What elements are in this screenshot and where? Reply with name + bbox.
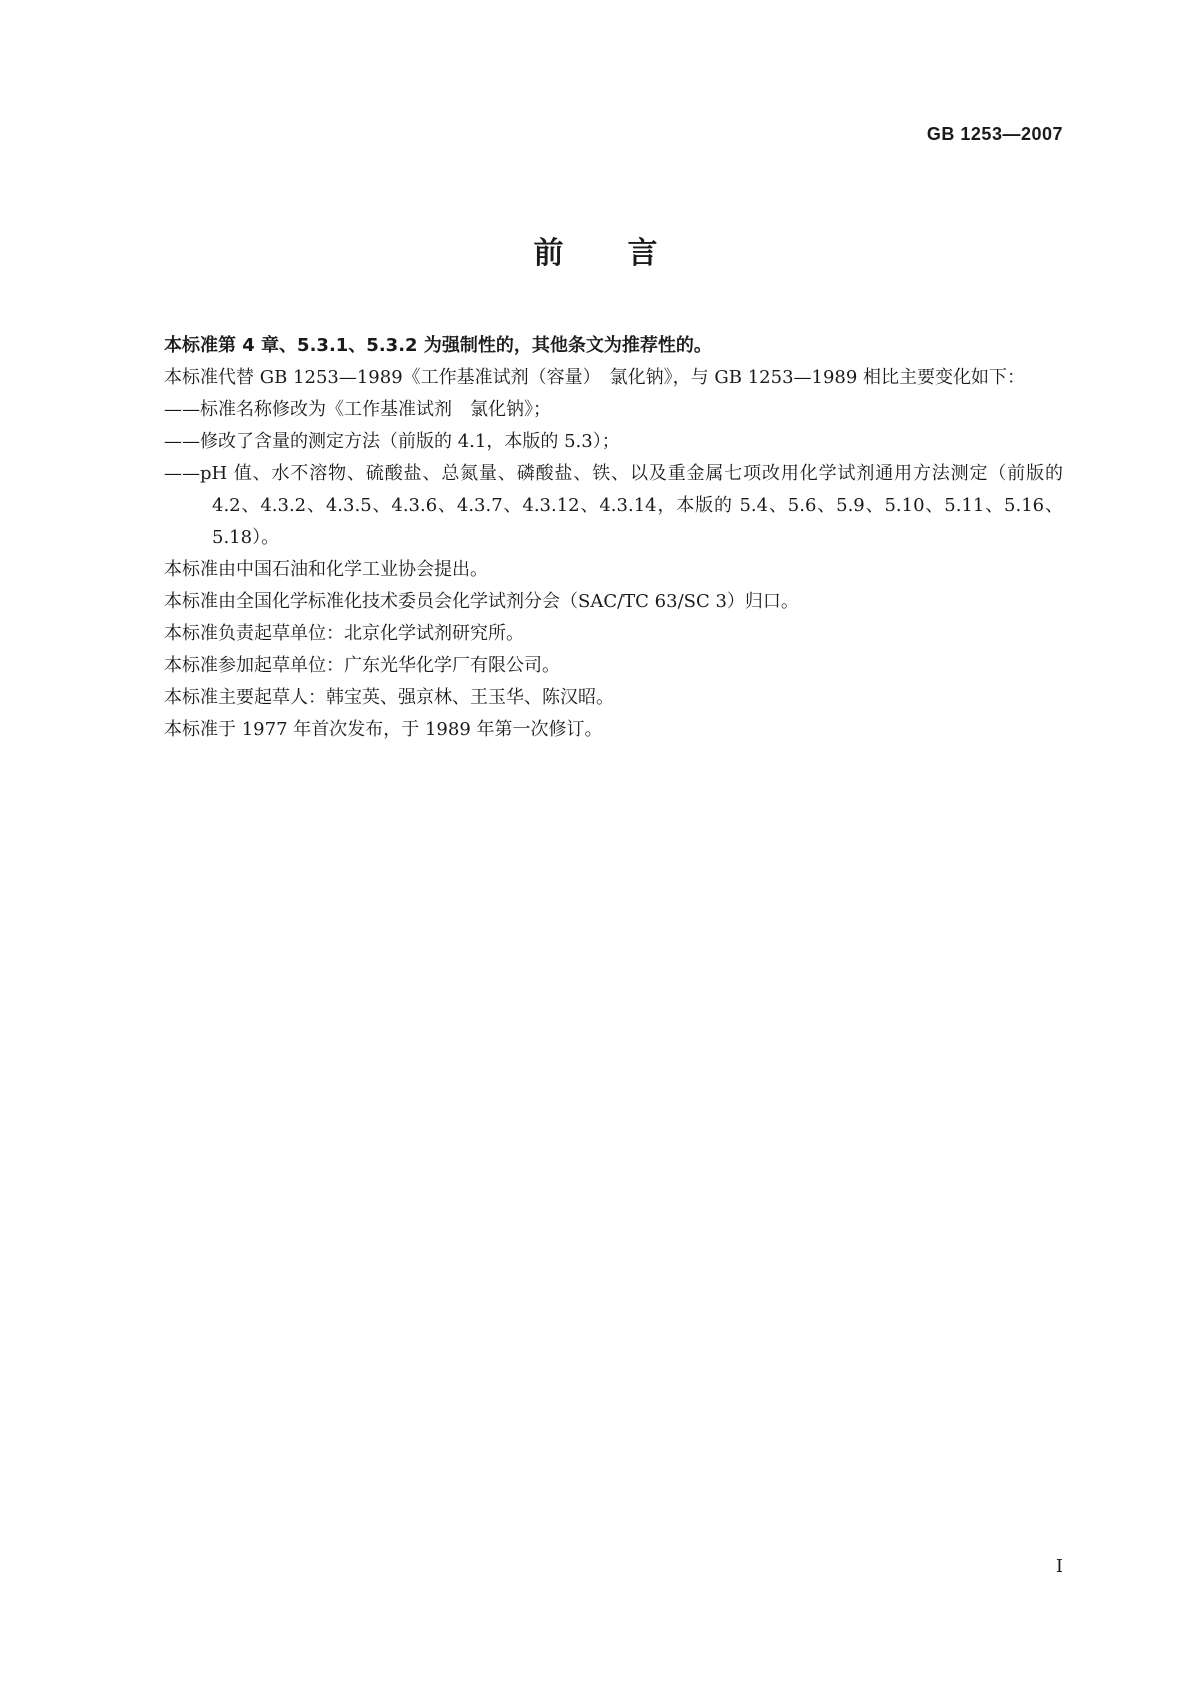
mandatory-clause-paragraph: 本标准第 4 章、5.3.1、5.3.2 为强制性的，其他条文为推荐性的。 — [164, 335, 712, 356]
main-drafters-paragraph: 本标准主要起草人：韩宝英、强京林、王玉华、陈汉昭。 — [164, 687, 614, 708]
proposer-paragraph: 本标准由中国石油和化学工业协会提出。 — [164, 559, 488, 580]
replacement-paragraph: 本标准代替 GB 1253—1989《工作基准试剂（容量） 氯化钠》，与 GB 1253—1989 相比主要变化如下： — [164, 367, 1026, 388]
document-code: GB 1253—2007 — [926, 124, 1063, 144]
change-item: ——标准名称修改为《工作基准试剂 氯化钠》； — [164, 399, 551, 420]
page-title: 前言 — [533, 236, 722, 271]
change-item: ——修改了含量的测定方法（前版的 4.1，本版的 5.3）； — [164, 431, 620, 452]
change-item: ——pH 值、水不溶物、硫酸盐、总氮量、磷酸盐、铁、以及重金属七项改用化学试剂通用方法测定（前版的 4.2、4.3.2、4.3.5、4.3.6、4.3.7、4.3.12、4.3.14，本版的 5.4、5.6、5.9、5.10、5.11、5.16、5.18）。 — [164, 463, 1063, 548]
page-number: I — [1055, 1556, 1063, 1577]
participating-drafter-paragraph: 本标准参加起草单位：广东光华化学厂有限公司。 — [164, 655, 560, 676]
committee-paragraph: 本标准由全国化学标准化技术委员会化学试剂分会（SAC/TC 63/SC 3）归口。 — [164, 591, 799, 612]
foreword-body — [128, 330, 1063, 746]
publication-history-paragraph: 本标准于 1977 年首次发布，于 1989 年第一次修订。 — [164, 719, 603, 740]
responsible-drafter-paragraph: 本标准负责起草单位：北京化学试剂研究所。 — [164, 623, 524, 644]
